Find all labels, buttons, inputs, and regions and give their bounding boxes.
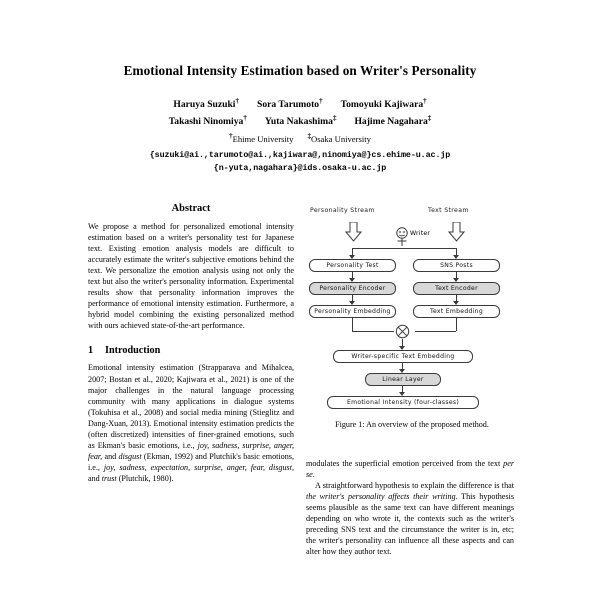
affiliation-mark: ‡ [307,131,311,140]
node-text-embedding[interactable]: Text Embedding [413,305,500,318]
merge-bus-left [352,331,394,332]
right-paragraph-2 [306,480,514,557]
node-personality-encoder[interactable]: Personality Encoder [309,282,396,295]
email-line: {n-yuta,nagahara}@ids.osaka-u.ac.jp [213,162,387,173]
author-affiliation-mark: ‡ [427,113,432,122]
right-text-1: A straightforward hypothesis to explain the difference is that [315,481,514,491]
author [169,113,247,129]
author-name: Haruya Suzuki [173,99,236,111]
author-list [55,96,545,174]
writer-icon [394,227,410,254]
continued-text: modulates the superficial emotion perceived from the text [306,459,504,468]
email-block [55,149,545,173]
author-name: Sora Tarumoto [256,99,320,111]
author-affiliation-mark: † [423,97,427,106]
title-block [55,62,545,174]
node-linear-layer[interactable]: Linear Layer [365,373,441,386]
author-name: Tomoyuki Kajiwara [340,99,424,111]
affiliation-name: Osaka University [310,133,371,144]
intro-text-5: (Plutchik, 1980). [116,473,174,483]
author [265,113,337,129]
abstract-heading: Abstract [171,203,211,214]
intro-text-1: Emotional intensity estimation (Strapparava and Mihalcea, 2007; Bostan et al., 2020; Kajiwara et al., 2021) is one of the major challenges in the natural language processing community with many applications in dialogue systems (Tokuhisa et al., 2008) and social media mining (Stieglitz and Dang-Xuan, 2013). Emotional intensity estimation predicts the (often discretized) intensities of finer-grained emotions, such as Ekman's basic emotions, i.e., [88,363,294,450]
author-affiliation-mark: ‡ [332,113,337,122]
abstract-body: We propose a method for personalized emotional intensity estimation based on a writer's personality test for Japanese text. Existing emotion analysis models are difficult to accurately estimate the writer's subjective emotions behind the text. We personalize the emotion analysis using not only the text but also the writer's personality information. Experimental results show that personality information improves the performance of emotional intensity estimation. Furthermore, a hybrid model combining the existing personalized method with ours achieved state-of-the-art performance. [88,222,294,331]
writer-branch-line [352,248,456,249]
emotion-trust: trust [101,473,117,483]
intro-text-3: (Ekman, 1992) and Plutchik's basic emotions, i.e., [88,451,295,472]
merge-bus-right [415,331,456,332]
personality-stream-label: Personality Stream [310,207,375,214]
text-stream-label: Text Stream [428,207,469,214]
writer-label: Writer [410,230,431,237]
author [257,96,323,112]
figure-caption: Figure 1: An overview of the proposed method. [335,420,489,429]
affiliation [229,131,293,146]
affiliation [307,131,370,146]
email-line: {suzuki@ai.,tarumoto@ai.,kajiwara@,ninomiya@}cs.ehime-u.ac.jp [149,150,451,161]
right-paragraph-continued [306,458,514,480]
node-personality-test[interactable]: Personality Test [309,259,396,272]
text-stream-arrow-icon [448,222,465,242]
figure-1 [306,205,518,405]
section-title: Introduction [105,345,161,357]
author-name: Yuta Nakashima [264,115,333,127]
author-affiliation-mark: † [243,113,247,122]
author-affiliation-mark: † [235,97,239,106]
left-column [88,203,294,484]
author-row-1 [55,96,545,112]
right-text-2: . This hypothesis seems plausible as the same text can have different meanings depending on who wrote it, the contexts such as the writer's preceding SNS text and the circumstance the writer is in, etc; the writer's personality can influence all these aspects and can alter how they author text. [306,492,514,557]
author-row-2 [55,113,545,129]
per-se-italic: per se [306,459,514,480]
page-title: Emotional Intensity Estimation based on Writer's Personality [123,63,477,78]
section-heading-introduction [88,345,294,356]
right-column [306,458,514,557]
connector-temb-merge [456,318,457,331]
author-name: Hajime Nagahara [354,115,428,127]
node-personality-embedding[interactable]: Personality Embedding [309,305,396,318]
personality-stream-arrow-icon [345,222,362,242]
connector-pemb-merge [352,318,353,331]
author-name: Takashi Ninomiya [168,115,244,127]
node-writer-specific-text-embedding[interactable]: Writer-specific Text Embedding [333,350,473,363]
node-emotional-intensity-output[interactable]: Emotional Intensity (four-classes) [327,396,479,409]
author [354,113,431,129]
author [341,96,427,112]
emotion-list-ekman: joy, sadness, surprise, anger, fear, [88,440,294,461]
author [173,96,239,112]
author-affiliation-mark: † [319,97,323,106]
intro-text-4: and [88,473,102,483]
intro-text-2: and [102,451,119,461]
affiliation-list [55,131,545,146]
figure-canvas [306,205,518,405]
affiliation-name: Ehime University [232,133,294,144]
emotion-list-plutchik: joy, sadness, expectation, surprise, anger, fear, disgust, [103,462,294,472]
node-text-encoder[interactable]: Text Encoder [413,282,500,295]
intro-paragraph-1 [88,362,294,484]
hypothesis-italic: the writer's personality affects their writing [306,492,456,502]
affiliation-mark: † [229,131,233,140]
section-number: 1 [88,345,94,357]
node-sns-posts[interactable]: SNS Posts [413,259,500,272]
emotion-disgust: disgust [118,451,142,461]
continued-tail: . [312,470,315,480]
